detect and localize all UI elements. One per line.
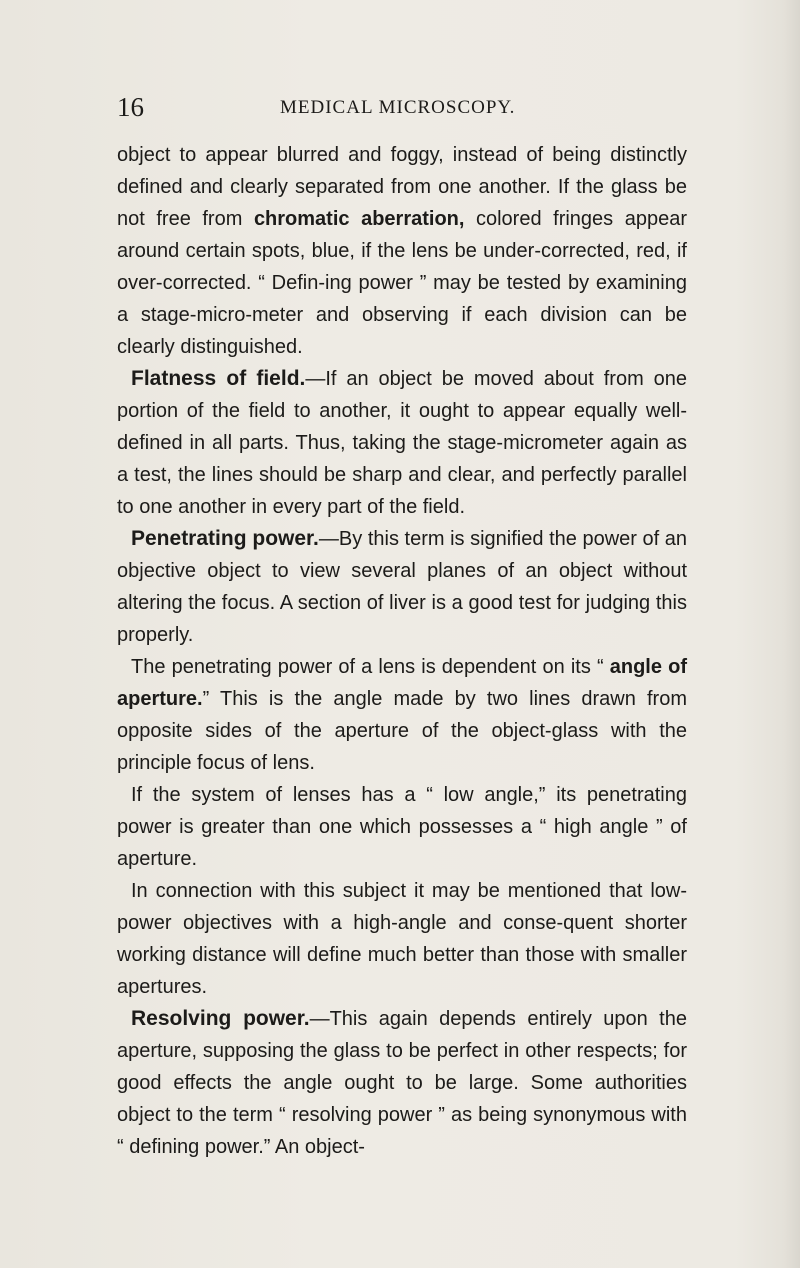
paragraph-resolving-power	[117, 1003, 687, 1163]
paragraph-text: —This again depends entirely upon the aperture, supposing the glass to be perfect in other respects; for good effects the angle ought to be large. Some authorities object to the term “ resolving power ” as being synonymous with “ defining power.” An object-	[117, 1008, 687, 1158]
paragraph-text: In connection with this subject it may be mentioned that low-power objectives with a high-angle and conse-quent shorter working distance will define much better than those with smaller apertures.	[117, 880, 687, 998]
paragraph-chromatic-aberration	[117, 139, 687, 363]
paragraph-text: ” This is the angle made by two lines drawn from opposite sides of the aperture of the object-glass with the principle focus of lens.	[117, 688, 687, 774]
paragraph-text: colored fringes appear around certain spots, blue, if the lens be under-corrected, red, if over-corrected. “ Defin-ing power ” may be tested by examining a stage-micro-meter and observing if each division can be clearly distinguished.	[117, 208, 687, 358]
paragraph-text: —By this term is signified the power of an objective object to view several planes of an object without altering the focus. A section of liver is a good test for judging this properly.	[117, 528, 687, 646]
section-heading-resolving-power: Resolving power.	[131, 1007, 310, 1030]
paragraph-flatness-of-field	[117, 363, 687, 523]
paragraph-text: If the system of lenses has a “ low angle,” its penetrating power is greater than one which possesses a “ high angle ” of aperture.	[117, 784, 687, 870]
section-heading-penetrating-power: Penetrating power.	[131, 527, 319, 550]
paragraph-text: object to appear blurred and foggy, instead of being distinctly defined and clearly separated from one another. If the glass be not free from	[117, 144, 687, 230]
paragraph-low-angle	[117, 779, 687, 875]
term-chromatic-aberration: chromatic aberration,	[253, 208, 465, 230]
paragraph-text: The penetrating power of a lens is dependent on its “	[131, 656, 610, 678]
term-angle-of-aperture: angle of aperture.	[117, 656, 687, 710]
paragraph-working-distance	[117, 875, 687, 1003]
running-head: MEDICAL MICROSCOPY.	[280, 97, 516, 118]
paragraph-penetrating-power	[117, 523, 687, 651]
paragraph-angle-of-aperture	[117, 651, 687, 779]
page-number: 16	[117, 92, 144, 122]
page-header	[117, 90, 687, 124]
paragraph-text: —If an object be moved about from one portion of the field to another, it ought to appear equally well-defined in all parts. Thus, taking the stage-micrometer again as a test, the lines should be sharp and clear, and perfectly parallel to one another in every part of the field.	[117, 368, 687, 518]
section-heading-flatness-of-field: Flatness of field.	[131, 367, 306, 390]
body-text	[117, 139, 687, 1163]
